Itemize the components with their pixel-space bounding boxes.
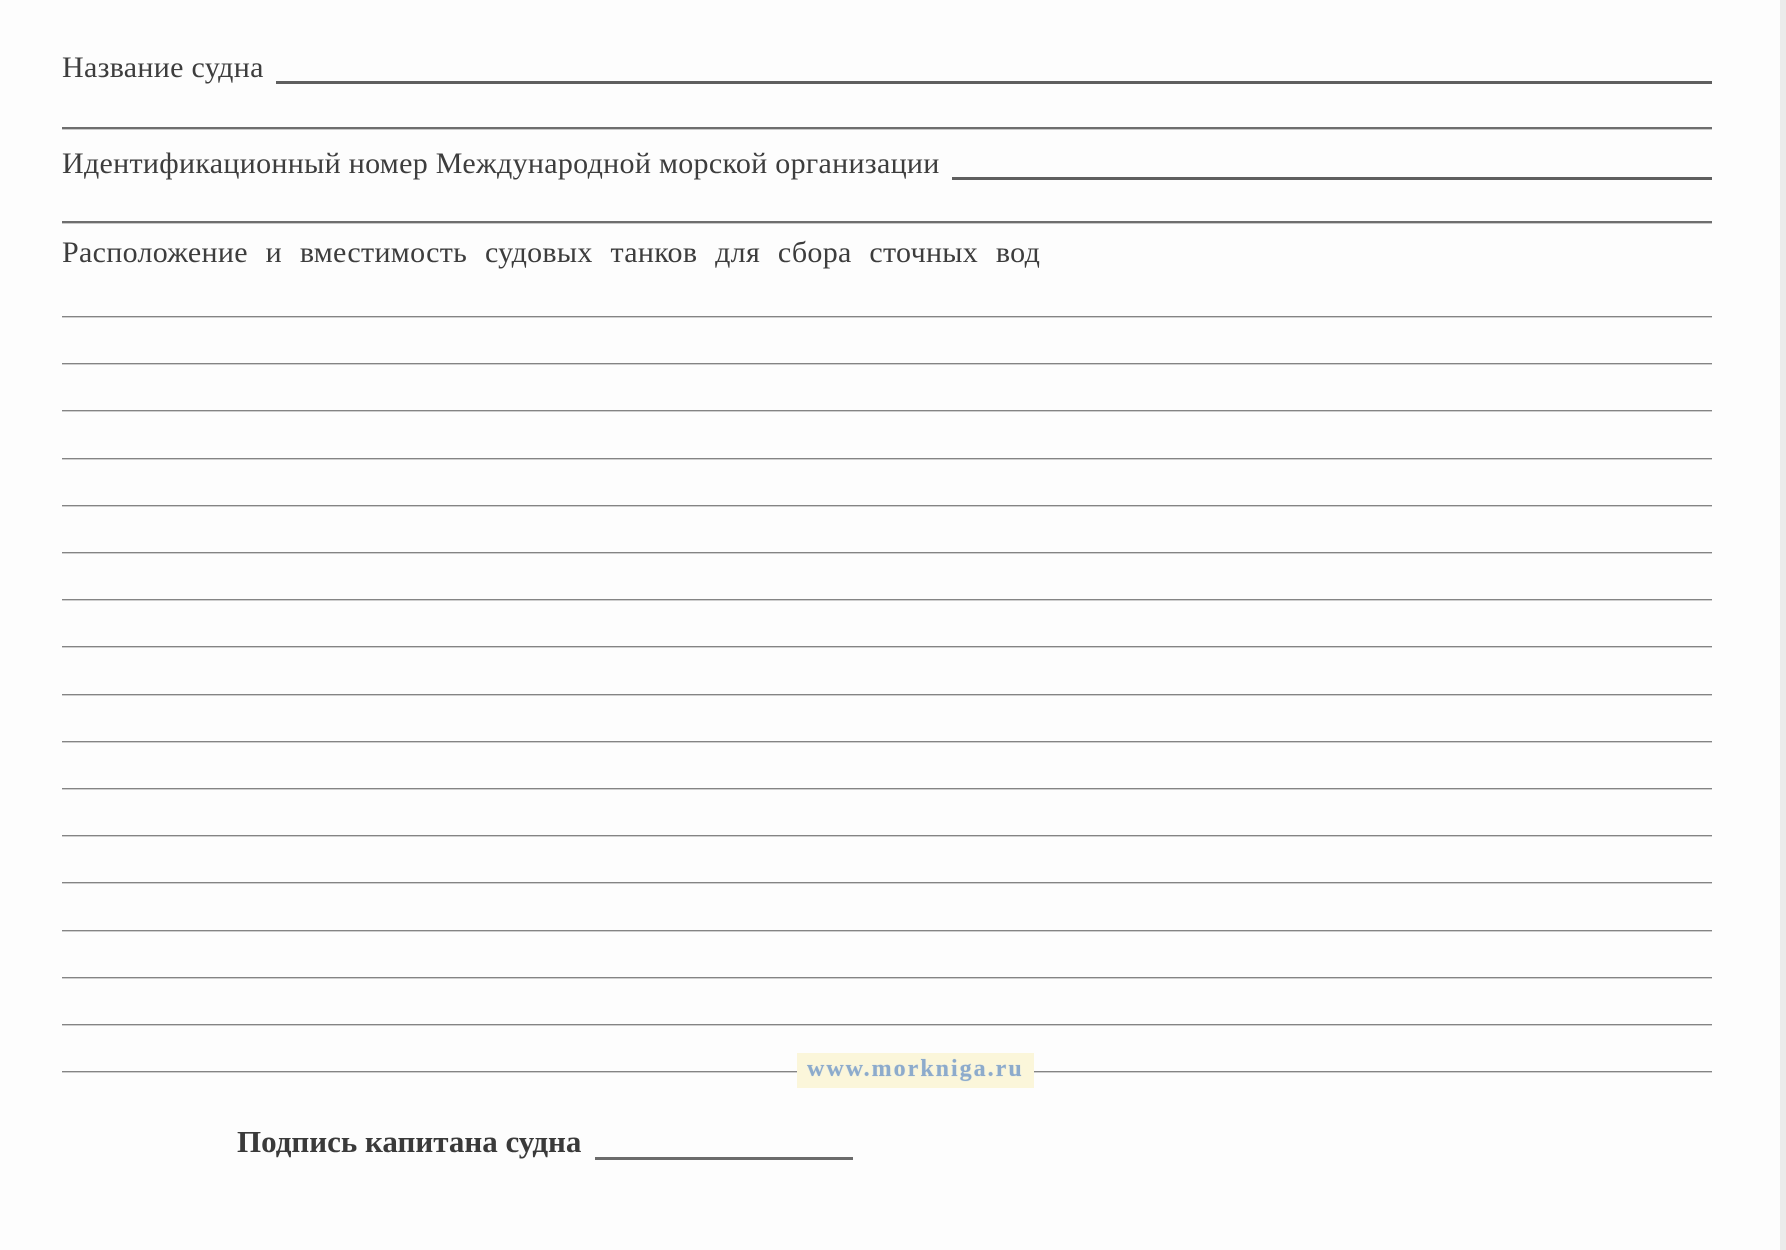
imo-number-label: Идентификационный номер Международной морской организации (62, 147, 940, 180)
imo-number-continuation-line (62, 221, 1712, 224)
ruled-line (62, 1024, 1712, 1026)
ruled-line (62, 458, 1712, 460)
ruled-line (62, 741, 1712, 743)
ruled-line (62, 977, 1712, 979)
captain-signature-label: Подпись капитана судна (237, 1124, 582, 1159)
ship-name-label: Название судна (62, 51, 264, 84)
ruled-line (62, 363, 1712, 365)
ruled-line (62, 694, 1712, 696)
ruled-line (62, 646, 1712, 648)
ship-name-continuation-line (62, 127, 1712, 130)
ruled-line (62, 930, 1712, 932)
ruled-line (62, 835, 1712, 837)
scan-edge-artifact (1780, 0, 1786, 1250)
ruled-line (62, 788, 1712, 790)
ruled-line (62, 505, 1712, 507)
ruled-line (62, 410, 1712, 412)
ruled-line (62, 316, 1712, 318)
captain-signature-field (237, 1120, 853, 1160)
ship-name-blank-line (276, 46, 1712, 84)
imo-number-field (62, 140, 1712, 180)
ruled-line (62, 552, 1712, 554)
captain-signature-blank-line (595, 1120, 853, 1160)
ruled-line (62, 599, 1712, 601)
imo-number-blank-line (952, 140, 1712, 180)
tanks-section-title: Расположение и вместимость судовых танков для сбора сточных вод (62, 236, 1041, 269)
ruled-line (62, 882, 1712, 884)
ship-name-field (62, 46, 1712, 84)
watermark-text: www.morkniga.ru (797, 1053, 1034, 1088)
